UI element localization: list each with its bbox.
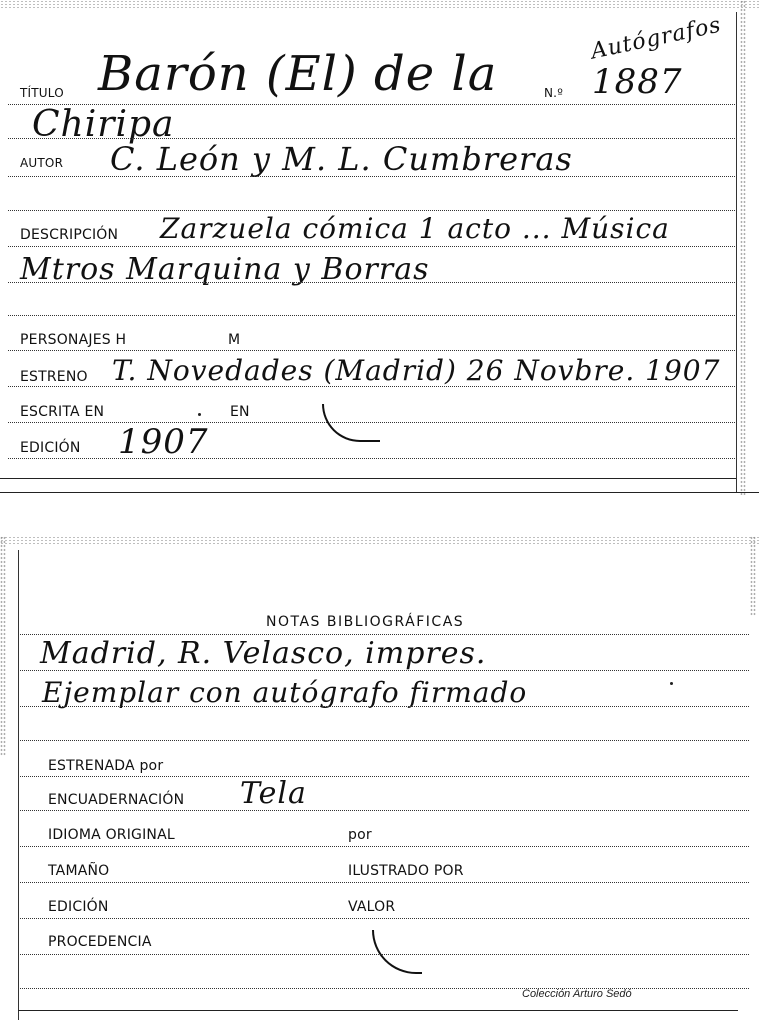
estreno-label: ESTRENO xyxy=(20,369,88,385)
edicion-rule xyxy=(18,918,749,919)
card-edge-speckle xyxy=(0,536,6,756)
encuadernacion-label: ENCUADERNACIÓN xyxy=(48,792,185,808)
edicion-label: EDICIÓN xyxy=(20,440,81,456)
descripcion-label: DESCRIPCIÓN xyxy=(20,227,119,243)
descripcion-rule-2 xyxy=(8,282,737,283)
autor-label: AUTOR xyxy=(20,156,64,170)
valor-label: VALOR xyxy=(348,899,396,915)
card-bottom-border xyxy=(0,492,759,493)
blank-rule xyxy=(8,210,737,211)
titulo-label: TÍTULO xyxy=(20,86,64,100)
edicion-rule xyxy=(8,458,737,459)
titulo-value: Barón (El) de la xyxy=(98,46,498,102)
estreno-value: T. Novedades (Madrid) 26 Novbre. 1907 xyxy=(112,354,721,387)
descripcion-value-continued: Mtros Marquina y Borras xyxy=(20,252,430,287)
notas-rule xyxy=(18,634,749,635)
personajes-m-label: M xyxy=(228,332,241,348)
encuadernacion-value: Tela xyxy=(240,776,307,811)
estrenada-por-label: ESTRENADA por xyxy=(48,758,164,774)
card-edge-speckle xyxy=(0,536,759,544)
autor-value: C. León y M. L. Cumbreras xyxy=(110,140,573,178)
numero-value: 1887 xyxy=(592,62,683,102)
card-border xyxy=(736,12,737,492)
descripcion-rule xyxy=(8,246,737,247)
descripcion-value: Zarzuela cómica 1 acto ... Música xyxy=(160,212,670,245)
card-bottom-border xyxy=(18,1010,738,1011)
ink-dot xyxy=(198,413,201,416)
autografos-stamp: Autógrafos xyxy=(588,12,724,65)
edicion-value: 1907 xyxy=(118,422,209,462)
titulo-value-continued: Chiripa xyxy=(32,104,175,145)
card-edge-speckle xyxy=(740,0,746,495)
notas-bibliograficas-title: NOTAS BIBLIOGRÁFICAS xyxy=(266,614,465,630)
autor-rule xyxy=(8,176,737,177)
tamano-rule xyxy=(18,882,749,883)
card-border xyxy=(18,550,19,1020)
titulo-rule-2 xyxy=(8,138,737,139)
personajes-h-label: PERSONAJES H xyxy=(20,332,127,348)
estreno-rule xyxy=(8,386,737,387)
punch-hole-mark xyxy=(372,930,422,974)
tamano-label: TAMAÑO xyxy=(48,863,110,879)
notas-rule-3 xyxy=(18,706,749,707)
ilustrado-por-label: ILUSTRADO POR xyxy=(348,863,464,879)
idioma-original-label: IDIOMA ORIGINAL xyxy=(48,827,175,843)
blank-rule xyxy=(18,988,749,989)
edicion-label: EDICIÓN xyxy=(48,899,109,915)
punch-hole-mark xyxy=(322,404,380,442)
idioma-rule xyxy=(18,846,749,847)
encuadernacion-rule xyxy=(18,810,749,811)
escrita-en-label: ESCRITA EN xyxy=(20,404,105,420)
blank-rule xyxy=(8,315,737,316)
blank-rule xyxy=(18,740,749,741)
en-label: EN xyxy=(230,404,250,420)
por-label: por xyxy=(348,827,372,843)
bottom-catalog-card xyxy=(0,536,759,1028)
numero-label: N.º xyxy=(544,86,564,100)
card-edge-speckle xyxy=(750,536,756,616)
collection-footer: Colección Arturo Sedó xyxy=(522,988,632,1000)
notas-line-2: Ejemplar con autógrafo firmado xyxy=(42,676,528,709)
top-catalog-card xyxy=(0,0,759,495)
estrenada-rule xyxy=(18,776,749,777)
card-edge-speckle xyxy=(0,0,759,8)
notas-rule-2 xyxy=(18,670,749,671)
notas-line-1: Madrid, R. Velasco, impres. xyxy=(40,636,487,671)
personajes-rule xyxy=(8,350,737,351)
card-bottom-border xyxy=(0,478,736,479)
procedencia-label: PROCEDENCIA xyxy=(48,934,152,950)
ink-dot xyxy=(670,682,673,685)
